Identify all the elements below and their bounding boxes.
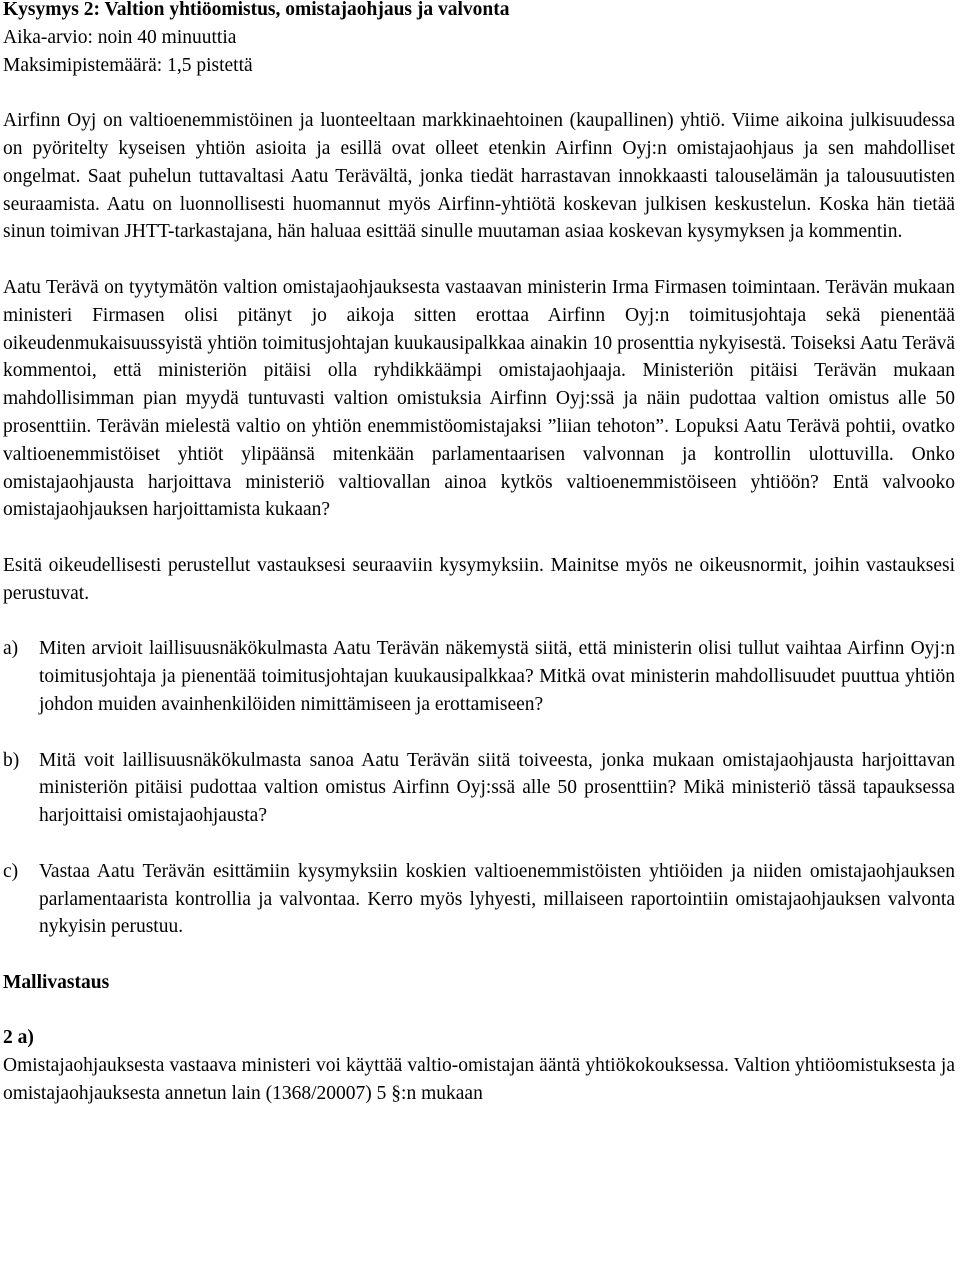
question-a	[3, 635, 955, 718]
question-text: Mitä voit laillisuusnäkökulmasta sanoa Aatu Terävän siitä toiveesta, jonka mukaan omistajaohjausta harjoittavan ministeriön pitäisi pudottaa valtion omistus Airfinn Oyj:ssä alle 50 prosenttiin? Mikä ministeriö tässä tapauksessa harjoittaisi omistajaohjausta?	[39, 749, 955, 827]
max-points: Maksimipistemäärä: 1,5 pistettä	[3, 54, 253, 76]
model-answer-heading: Mallivastaus	[3, 971, 110, 993]
question-label: c)	[3, 860, 19, 882]
question-label: a)	[3, 638, 19, 660]
answer-paragraph: Omistajaohjauksesta vastaava ministeri voi käyttää valtio-omistajan ääntä yhtiökokouksessa. Valtion yhtiöomistuksesta ja omistajaohjauksesta annetun lain (1368/20007) 5 §:n mukaan	[3, 1055, 955, 1105]
question-text: Miten arvioit laillisuusnäkökulmasta Aatu Terävän näkemystä siitä, että ministerin olisi tullut vaihtaa Airfinn Oyj:n toimitusjohtaja ja pienentää toimitusjohtajan kuukausipalkkaa? Mitkä ovat ministerin mahdollisuudet puuttua yhtiön johdon muiden avainhenkilöiden nimittämiseen ja erottamiseen?	[39, 638, 955, 715]
question-title: Kysymys 2: Valtion yhtiöomistus, omistajaohjaus ja valvonta	[3, 0, 510, 20]
question-text: Vastaa Aatu Terävän esittämiin kysymyksiin koskien valtioenemmistöisten yhtiöiden ja niiden omistajaohjauksen parlamentaarista kontrollia ja valvontaa. Kerro myös lyhyesti, millaiseen raportointiin omistajaohjauksen valvonta nykyisin perustuu.	[39, 860, 955, 938]
instruction-paragraph: Esitä oikeudellisesti perustellut vastauksesi seuraaviin kysymyksiin. Mainitse myös ne oikeusnormit, joihin vastauksesi perustuvat.	[3, 554, 955, 604]
question-b	[3, 747, 955, 830]
document-page	[3, 0, 955, 1108]
question-c	[3, 858, 955, 941]
question-label: b)	[3, 749, 20, 771]
intro-paragraph: Airfinn Oyj on valtioenemmistöinen ja luonteeltaan markkinaehtoinen (kaupallinen) yhtiö. Viime aikoina julkisuudessa on pyöritelty kyseisen yhtiön asioita ja esillä ovat olleet etenkin Airfinn Oyj:n omistajaohjaus ja sen mahdolliset ongelmat. Saat puhelun tuttavaltasi Aatu Terävältä, jonka tiedät harrastavan innokkaasti talouselämän ja talousuutisten seuraamista. Aatu on luonnollisesti huomannut myös Airfinn-yhtiötä koskevan julkisen keskustelun. Koska hän tietää sinun toimivan JHTT-tarkastajana, hän haluaa esittää sinulle muutaman asiaa koskevan kysymyksen ja kommentin.	[3, 110, 955, 243]
answer-subheading: 2 a)	[3, 1027, 34, 1049]
case-paragraph: Aatu Terävä on tyytymätön valtion omistajaohjauksesta vastaavan ministerin Irma Firmasen toimintaan. Terävän mukaan ministeri Firmasen olisi pitänyt jo aikoja sitten erottaa Airfinn Oyj:n toimitusjohtaja sekä pienentää oikeudenmukaisuussyistä yhtiön toimitusjohtajan kuukausipalkkaa ainakin 10 prosenttia nykyisestä. Toiseksi Aatu Terävä kommentoi, että ministeriön pitäisi olla ryhdikkäämpi omistajaohjaaja. Ministeriön pitäisi Terävän mukaan mahdollisimman pian myydä tuntuvasti valtion omistuksia Airfinn Oyj:ssä ja näin pudottaa valtion omistus alle 50 prosenttiin. Terävän mielestä valtio on yhtiön enemmistöomistajaksi ”liian tehoton”. Lopuksi Aatu Terävä pohtii, ovatko valtioenemmistöiset yhtiöt ylipäänsä mitenkään parlamentaarisen valvonnan ja kontrollin ulottuvilla. Onko omistajaohjausta harjoittava ministeriö valtiovallan ainoa kytkös valtioenemmistöiseen yhtiöön? Entä valvooko omistajaohjauksen harjoittamista kukaan?	[3, 276, 955, 521]
time-estimate: Aika-arvio: noin 40 minuuttia	[3, 26, 237, 48]
